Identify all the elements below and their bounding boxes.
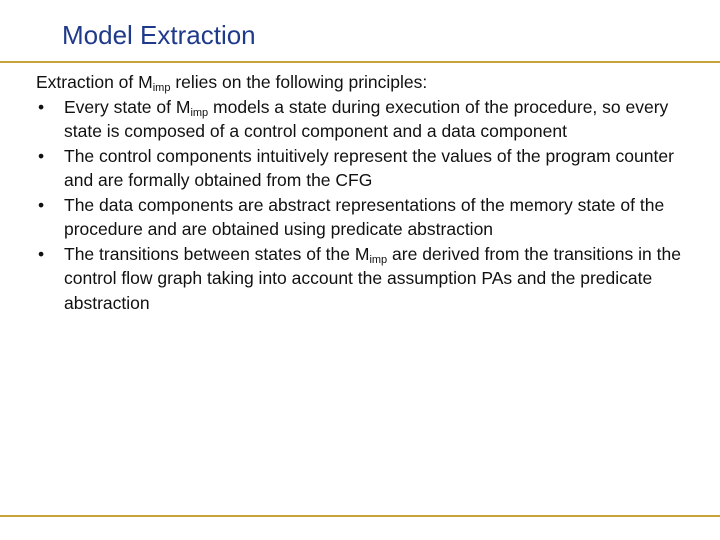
bullet-list [36, 95, 706, 316]
footer-divider [0, 515, 720, 517]
bullet-text-end: models a state during execution of the procedure, so every state is composed of a control component and a data component [64, 96, 669, 141]
bullet-text-end: are derived from the transitions in the control flow graph taking into account the assumption PAs and the predicate abstraction [64, 243, 681, 313]
slide-title: Model Extraction [62, 20, 256, 50]
title-divider [0, 61, 720, 63]
bullet-item [36, 242, 706, 316]
bullet-item [36, 95, 706, 144]
intro-text-start: Extraction of M [36, 72, 153, 92]
bullet-text-start: Every state of M [64, 96, 191, 117]
bullet-icon: • [38, 194, 45, 215]
bullet-subscript: imp [190, 106, 209, 119]
bullet-text: The control components intuitively represent the values of the program counter and are formally obtained from the CFG [64, 145, 674, 190]
intro-subscript: imp [152, 82, 171, 94]
slide-body [36, 70, 706, 315]
intro-text-end: relies on the following principles: [170, 72, 428, 92]
bullet-item [36, 193, 706, 242]
bullet-icon: • [38, 243, 45, 264]
bullet-text [64, 242, 706, 316]
bullet-item [36, 144, 706, 193]
bullet-icon: • [38, 145, 45, 166]
bullet-text [64, 95, 706, 144]
bullet-subscript: imp [369, 253, 388, 266]
intro-text [36, 70, 706, 95]
bullet-icon: • [38, 96, 45, 117]
bullet-text: The data components are abstract representations of the memory state of the procedure and are obtained using predicate abstraction [64, 194, 665, 239]
bullet-text-start: The transitions between states of the M [64, 243, 370, 264]
